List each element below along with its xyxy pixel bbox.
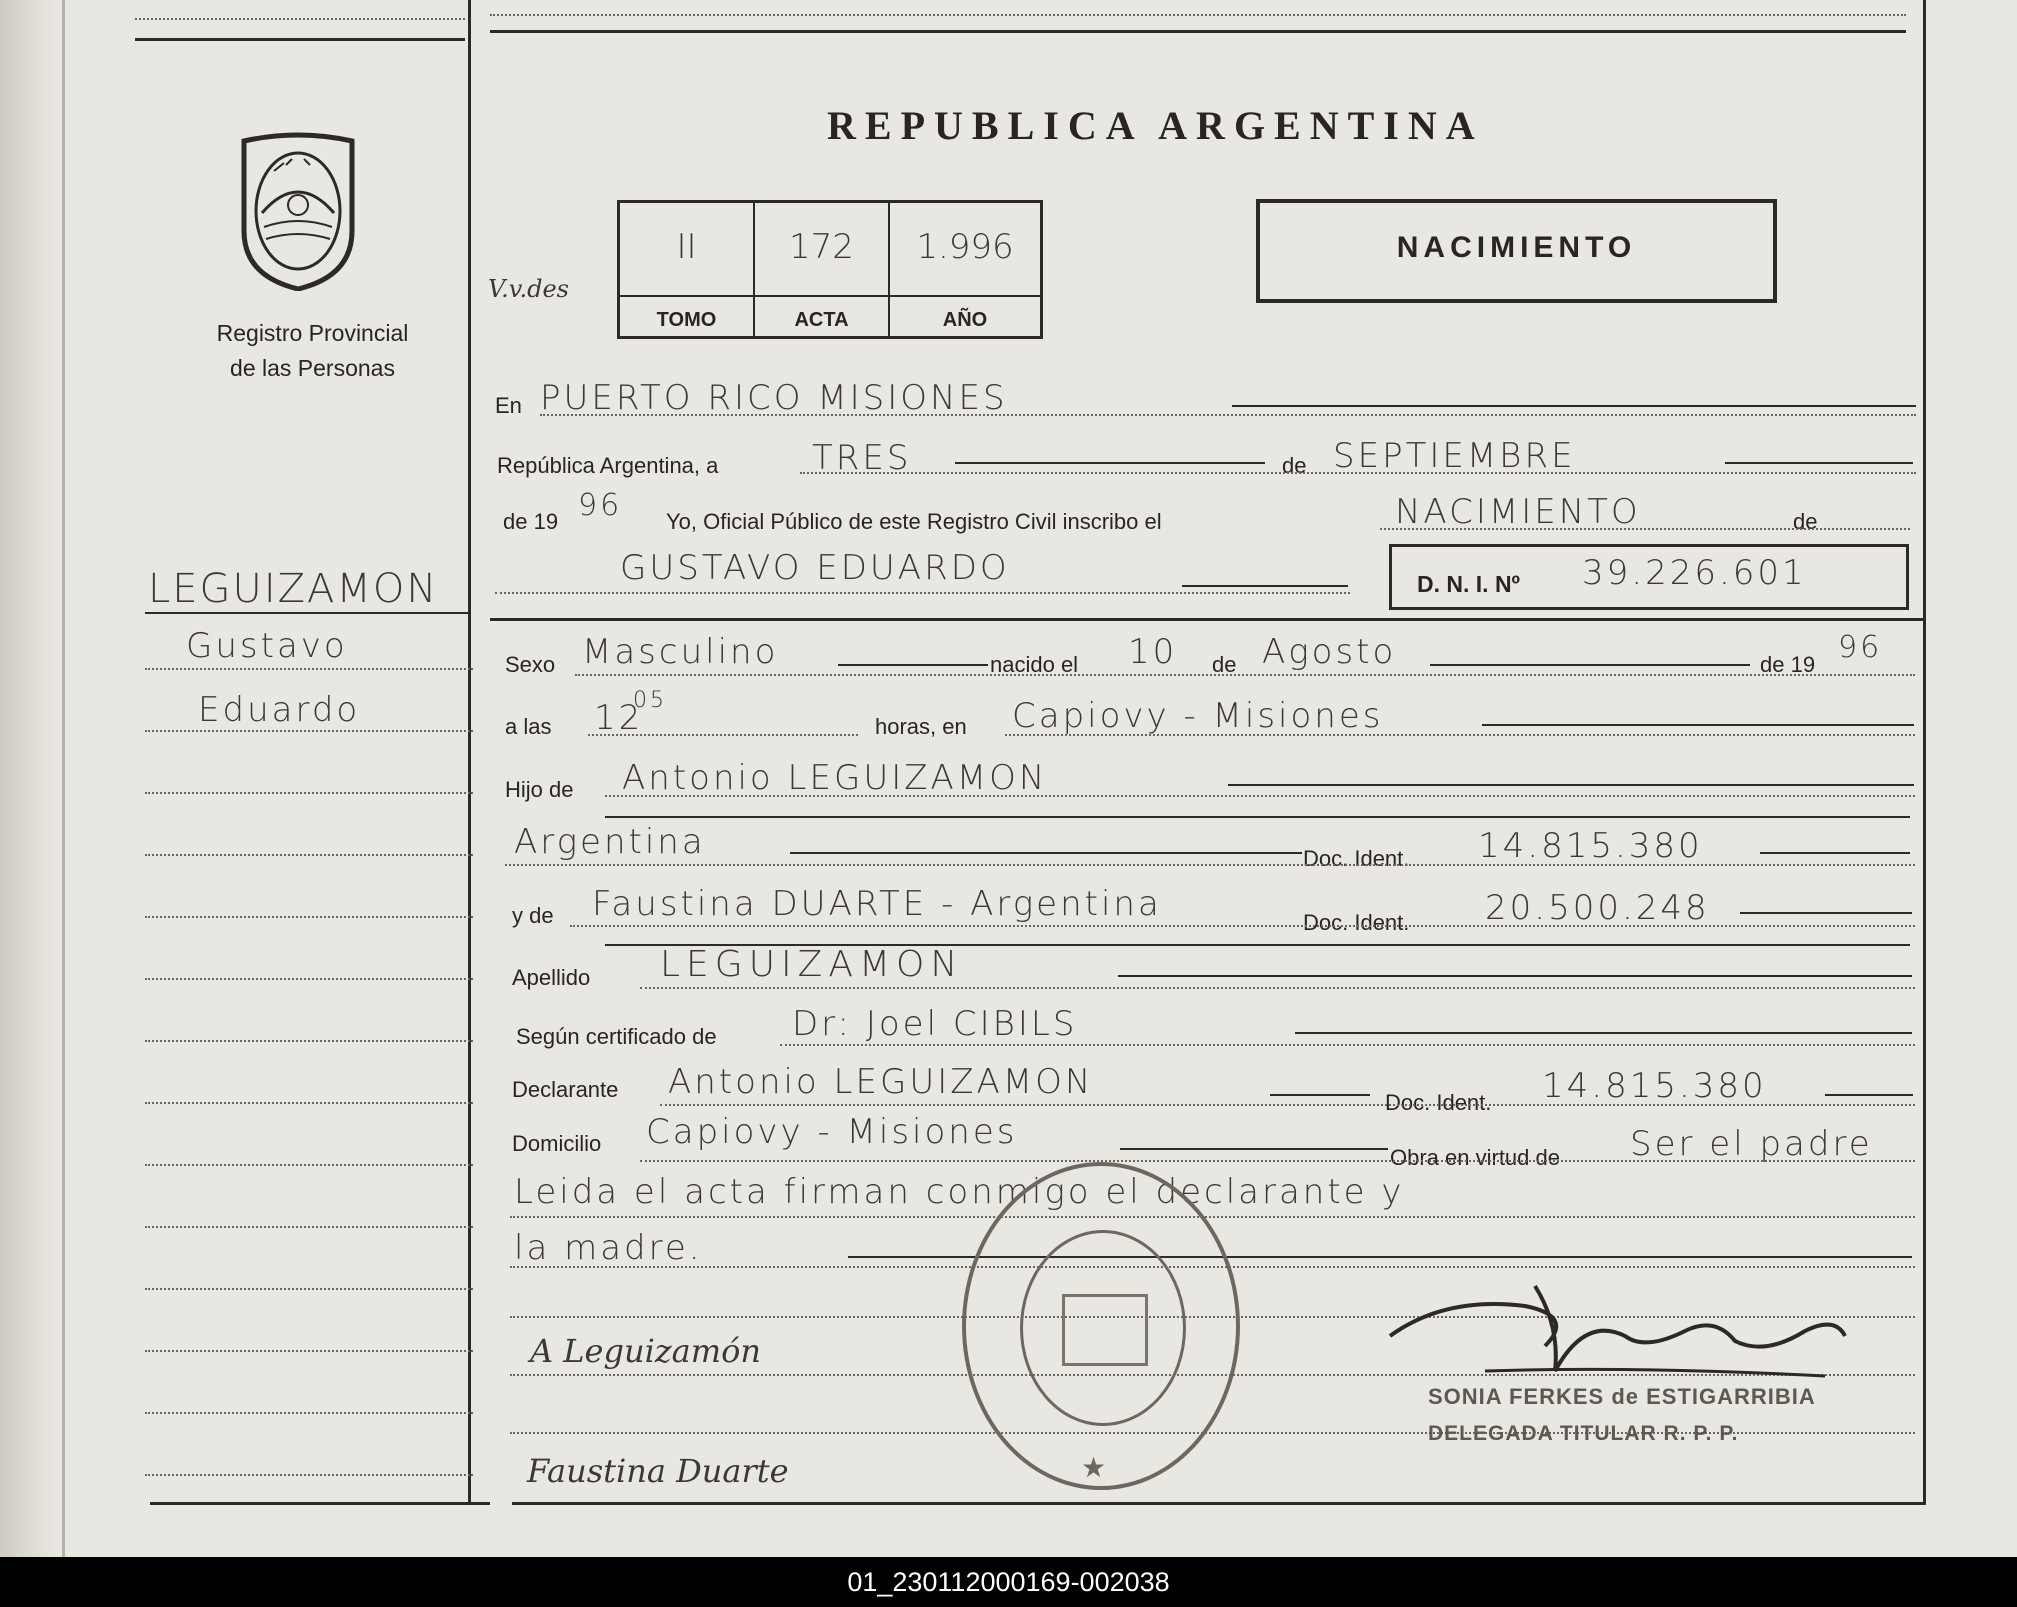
oficial-name: SONIA FERKES de ESTIGARRIBIA	[1428, 1384, 1816, 1409]
page-edge	[0, 0, 60, 1557]
obs-line-2: la madre.	[514, 1228, 703, 1268]
value-hora: 12	[594, 698, 644, 738]
margin-bottom-rule	[150, 1502, 490, 1505]
bottom-rule	[512, 1502, 1924, 1505]
dni-box	[1389, 544, 1909, 610]
value-domicilio: Capiovy - Misiones	[646, 1112, 1018, 1152]
rule-certificado	[1295, 1032, 1912, 1034]
top-dotted-right	[490, 14, 1906, 16]
oficial-title: DELEGADA TITULAR R. P. P.	[1428, 1422, 1739, 1445]
rule-mes	[1725, 462, 1913, 464]
ano-cell	[890, 203, 1040, 336]
right-border	[1923, 0, 1926, 1505]
value-obra: Ser el padre	[1630, 1124, 1873, 1164]
dots-acto	[1380, 528, 1910, 530]
stamp-star-icon: ★	[1081, 1452, 1107, 1483]
value-sexo: Masculino	[582, 632, 779, 672]
top-rule-right	[490, 30, 1906, 33]
acta-value: 172	[789, 227, 854, 267]
label-apellido: Apellido	[512, 965, 591, 990]
footer-caption: 01_230112000169-002038	[0, 1557, 2017, 1607]
value-certificado: Dr: Joel CIBILS	[792, 1004, 1078, 1044]
margin-note: V.v.des	[488, 275, 569, 303]
dots-obs-1	[510, 1216, 1915, 1218]
label-doc2: Doc. Ident.	[1303, 910, 1410, 935]
dots-madre	[570, 925, 1915, 927]
ano-label: AÑO	[942, 309, 988, 331]
label-a-las: a las	[505, 714, 552, 739]
tomo-cell	[620, 203, 755, 336]
label-obra: Obra en virtud de	[1390, 1145, 1560, 1170]
label-en: En	[495, 393, 522, 418]
label-yo: Yo, Oficial Público de este Registro Civil inscribo el	[666, 509, 1162, 534]
rule-mes-nac	[1430, 664, 1750, 666]
label-republica: República Argentina, a	[497, 453, 719, 478]
label-sexo: Sexo	[505, 652, 556, 677]
page-title: REPUBLICA ARGENTINA	[827, 103, 1484, 148]
label-doc3: Doc. Ident.	[1385, 1090, 1492, 1115]
rule-doc-padre	[1760, 852, 1910, 854]
dots-fecha	[800, 472, 1916, 474]
dots-apellido	[640, 987, 1915, 989]
value-nac-padre: Argentina	[514, 822, 706, 862]
dots-nombre	[495, 592, 1350, 594]
obs-line-1: Leida el acta firman conmigo el declarante y	[514, 1172, 1405, 1212]
acta-label: ACTA	[794, 309, 849, 331]
registry-name-line2: de las Personas	[230, 355, 395, 381]
label-de19: de 19	[503, 509, 559, 534]
label-declarante: Declarante	[512, 1077, 619, 1102]
rule-sexo	[838, 664, 988, 666]
margin-second-name: Eduardo	[198, 690, 361, 730]
ano-value: 1.996	[916, 227, 1014, 267]
signature-oficial-scribble	[1385, 1276, 1855, 1396]
acta-cell	[755, 203, 890, 336]
rule-declarante	[1270, 1094, 1370, 1096]
top-rule-left	[135, 38, 465, 41]
value-anio-nac: 96	[1838, 630, 1883, 665]
rule-padre-2	[605, 816, 1910, 818]
value-nombre: GUSTAVO EDUARDO	[620, 548, 1010, 588]
label-nacido: nacido el	[990, 652, 1079, 677]
dots-declarante	[660, 1104, 1915, 1106]
value-padre: Antonio LEGUIZAMON	[622, 758, 1048, 798]
dots-lugar	[540, 414, 1916, 416]
value-anio: 96	[578, 488, 623, 523]
rule-section	[490, 618, 1923, 621]
label-domicilio: Domicilio	[512, 1131, 602, 1156]
rule-apellido	[1118, 975, 1912, 977]
rule-lugar-nac	[1482, 724, 1914, 726]
column-divider	[468, 0, 471, 1505]
rule-domicilio	[1120, 1148, 1388, 1150]
value-dia: TRES	[812, 438, 912, 478]
label-horas: horas, en	[875, 714, 967, 739]
label-de-end: de	[1793, 509, 1818, 534]
margin-first-name: Gustavo	[186, 626, 348, 666]
rule-padre	[1228, 784, 1914, 786]
rule-dia	[955, 462, 1265, 464]
value-minutos: 05	[633, 688, 667, 713]
spacer	[490, 518, 1923, 520]
margin-surname: LEGUIZAMON	[148, 566, 439, 612]
label-dni: D. N. I. Nº	[1417, 571, 1520, 597]
record-type-box	[1256, 199, 1777, 303]
value-declarante: Antonio LEGUIZAMON	[668, 1062, 1094, 1102]
dots-lugar-nac	[1005, 734, 1915, 736]
record-id-table	[617, 200, 1043, 339]
stamp-emblem	[1062, 1294, 1148, 1366]
label-hijo: Hijo de	[505, 777, 574, 802]
value-lugar: PUERTO RICO MISIONES	[540, 378, 1008, 418]
value-madre: Faustina DUARTE - Argentina	[592, 884, 1162, 924]
page-edge-line	[62, 0, 65, 1557]
dots-padre	[605, 795, 1915, 797]
record-type: NACIMIENTO	[1396, 231, 1637, 264]
signature-madre: Faustina Duarte	[527, 1452, 789, 1490]
top-dotted-left	[135, 18, 465, 20]
value-lugar-nac: Capiovy - Misiones	[1012, 696, 1384, 736]
rule-doc-madre	[1740, 912, 1912, 914]
rule-nombre	[1182, 585, 1348, 587]
dots-sexo	[575, 674, 1915, 676]
label-de19b: de 19	[1760, 652, 1816, 677]
label-de: de	[1282, 453, 1307, 478]
value-acto: NACIMIENTO	[1395, 492, 1641, 532]
dots-hora	[588, 734, 858, 736]
value-dni: 39.226.601	[1582, 553, 1807, 593]
label-segun: Según certificado de	[516, 1024, 717, 1049]
label-de-mes: de	[1212, 652, 1237, 677]
value-mes: SEPTIEMBRE	[1333, 436, 1576, 476]
label-doc1: Doc. Ident.	[1303, 846, 1410, 871]
dots-nac-padre	[505, 864, 1915, 866]
rule-nac-padre	[790, 852, 1302, 854]
value-apellido: LEGUIZAMON	[660, 944, 964, 985]
rule-lugar	[1232, 405, 1916, 407]
tomo-label: TOMO	[656, 309, 717, 331]
dots-domicilio	[640, 1160, 1915, 1162]
signature-padre: A Leguizamón	[530, 1332, 761, 1370]
signature-oficial	[1385, 1276, 1855, 1401]
margin-surname-rule	[145, 612, 470, 614]
seal-icon	[234, 131, 362, 291]
registry-name-line1: Registro Provincial	[216, 320, 409, 346]
value-doc-madre: 20.500.248	[1485, 888, 1710, 928]
official-stamp	[962, 1162, 1240, 1490]
value-mes-nac: Agosto	[1262, 632, 1397, 672]
tomo-value: II	[676, 227, 697, 267]
dots-certificado	[780, 1044, 1915, 1046]
province-seal	[234, 131, 362, 291]
value-doc-padre: 14.815.380	[1478, 826, 1703, 866]
value-dia-nac: 10	[1128, 632, 1178, 672]
label-y-de: y de	[512, 903, 554, 928]
value-doc-declarante: 14.815.380	[1542, 1066, 1767, 1106]
rule-doc-declarante	[1825, 1094, 1913, 1096]
